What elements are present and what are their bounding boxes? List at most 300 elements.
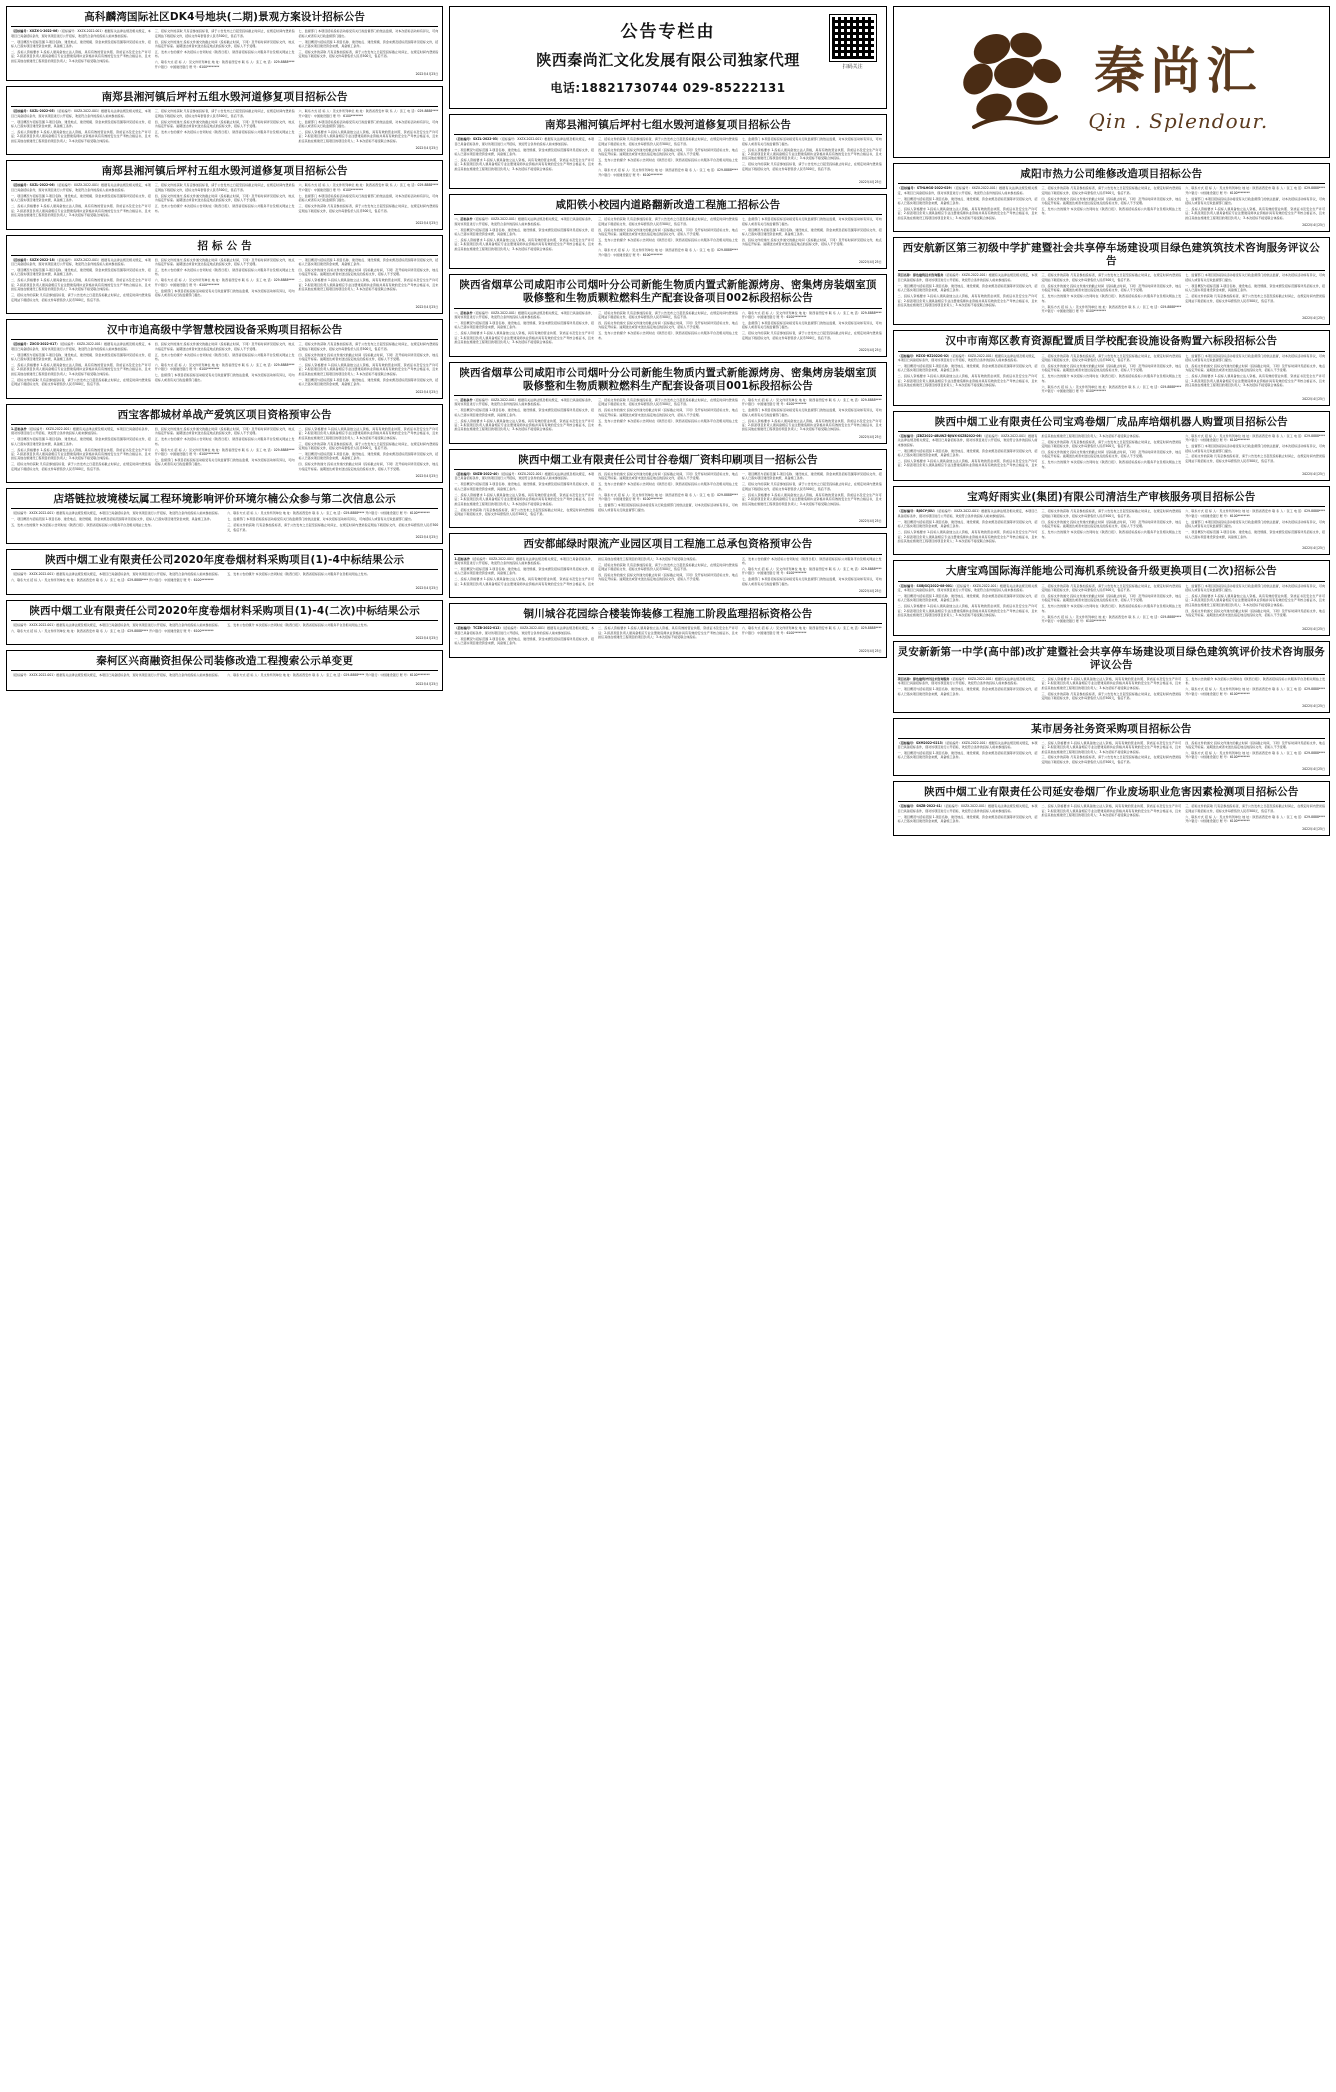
divider [898,506,1325,507]
notice-para: 三、招标文件的获取 凡有意参加投标者，请于公告发布之日起至投标截止时间止，在规定时间内登录指定网站下载招标文件，招标文件每套售价人民币500元，售后不退。 [154,29,295,38]
notice-para: 二、投标人资格要求 1.投标人须具备独立法人资格，具有有效的营业执照、资质证书及安全生产许可证；2.拟派项目负责人须具备相应专业注册建造师执业资格并具有有效的安全生产考核合格证书，且未担任其他在施建设工程项目的项目负责人；3.本次招标不接受联合体投标。 [454,331,595,345]
notice-para: 五、发布公告的媒介 本次招标公告同时在《陕西日报》、陕西省招标投标公共服务平台及相关网站上发布。 [741,556,882,566]
notice-para: 二、投标人资格要求 1.投标人须具备独立法人资格，具有有效的营业执照、资质证书及安全生产许可证；2.拟派项目负责人须具备相应专业注册建造师执业资格并具有有效的安全生产考核合格证书，且未担任其他在施建设工程项目的项目负责人；3.本次招标不接受联合体投标。 [298,278,439,292]
divider [454,134,881,135]
notice-lead: （招标编号：XXZX-2022-001）根据有关法律法规及相关规定，本项目已具备招标条件，现对该项目进行公开招标，欢迎符合条件的投标人前来参加投标。 [11,29,151,38]
notice-para: 七、监督部门 本项目招标投标活动接受有关行政监督部门的依法监督，对本次招标活动如有异议，可向招标人或者有关行政监督部门提出。 [1185,583,1325,593]
divider [898,431,1325,432]
notice-date: 2022年4月25日 [415,535,439,540]
notice-para: 三、招标文件的获取 凡有意参加投标者，请于公告发布之日起至投标截止时间止，在规定时间内登录指定网站下载招标文件，招标文件每套售价人民币500元，售后不退。 [1041,439,1182,449]
notice-para: 二、投标人资格要求 1.投标人须具备独立法人资格，具有有效的营业执照、资质证书及安全生产许可证；2.拟派项目负责人须具备相应专业注册建造师执业资格并具有有效的安全生产考核合格证书，且未担任其他在施建设工程项目的项目负责人；3.本次招标不接受联合体投标。 [741,492,882,506]
notice-date: 2022年4月25日 [858,589,882,594]
notice-para: 五、发布公告的媒介 本次招标公告同时在《陕西日报》、陕西省招标投标公共服务平台及相关网站上发布。 [598,157,738,167]
notice-para: 六、联系方式 招 标 人：见文件所列单位 地 址：陕西省西安市 联 系 人：张工 电 话：029-8888**** 开户银行：中国建设银行 账 号：6100******** [227,673,430,678]
notice-block [6,160,443,229]
notice-para: 五、发布公告的媒介 本次招标公告同时在《陕西日报》、陕西省招标投标公共服务平台及相关网站上发布。 [1041,206,1182,216]
notice-para: 三、招标文件的获取 凡有意参加投标者，请于公告发布之日起至投标截止时间止，在规定时间内登录指定网站下载招标文件，招标文件每套售价人民币500元，售后不退。 [741,482,882,491]
notice-body [898,434,1325,470]
notice-code: 1.招标条件 [11,426,27,431]
notice-para: 二、投标人资格要求 1.投标人须具备独立法人资格，具有有效的营业执照、资质证书及安全生产许可证；2.拟派项目负责人须具备相应专业注册建造师执业资格并具有有效的安全生产考核合格证书，且未担任其他在施建设工程项目的项目负责人；3.本次招标不接受联合体投标。 [11,130,151,143]
notice-para: 三、招标文件的获取 凡有意参加投标者，请于公告发布之日起至投标截止时间止，在规定时间内登录指定网站下载招标文件，招标文件每套售价人民币500元，售后不退。 [1041,273,1182,282]
notice-para: 七、监督部门 本项目招标投标活动接受有关行政监督部门的依法监督，对本次招标活动如有异议，可向招标人或者有关行政监督部门提出。 [1185,196,1325,205]
notice-code: （招标编号：SXZX-2022-18） [11,257,57,262]
notice-title: 宝鸡好雨实业(集团)有限公司清洁生产审核服务项目招标公告 [967,491,1256,504]
divider [11,180,438,181]
divider [11,106,438,107]
flower-petal-logo-icon [954,27,1074,137]
notice-date: 2022年4月25日 [1302,316,1325,321]
notice-para: 三、招标文件的获取 凡有意参加投标者，请于公告发布之日起至投标截止时间止，在规定时间内登录指定网站下载招标文件，招标文件每套售价人民币500元，售后不退。 [298,342,439,351]
notice-block [893,486,1330,555]
notice-lead: （招标编号：XXZX-2022-001）根据有关法律法规及相关规定，本项目已具备招标条件，现对该项目进行公开招标，欢迎符合条件的投标人前来参加投标。 [454,472,595,481]
notice-para: 六、联系方式 招 标 人：见文件所列单位 地 址：陕西省西安市 联 系 人：张工 电 话：029-8888**** 开户银行：中国建设银行 账 号：6100******** [741,310,882,319]
notice-title: 汉中市追高级中学智慧校园设备采购项目招标公告 [106,324,343,337]
notice-body [454,557,881,587]
notice-lead: （招标编号：XXZX-2022-001）根据有关法律法规及相关规定，本项目已具备招标条件，现对该项目进行公开招标，欢迎符合条件的投标人前来参加投标。 [454,217,595,226]
notice-para: 五、发布公告的媒介 本次招标公告同时在《陕西日报》、陕西省招标投标公共服务平台及相关网站上发布。 [1041,294,1182,303]
notice-para: 一、项目概况与招标范围 1.项目名称、建设地点、建设规模、资金来源及招标范围等详见招标文件，招标人已落实项目建设资金来源，具备施工条件。 [454,227,595,237]
notice-block [449,114,886,189]
notice-para: 六、联系方式 招 标 人：见文件所列单位 地 址：陕西省西安市 联 系 人：张工 电 话：029-8888**** 开户银行：中国建设银行 账 号：6100******** [1185,814,1325,824]
notice-body [11,342,438,386]
notice-para: 四、投标文件的递交 投标文件递交的截止时间（投标截止时间，下同）及开标时间详见招标文件，地点为指定开标室。逾期送达或者未送达指定地点的投标文件，招标人不予受理。 [598,320,738,330]
notice-para: 三、招标文件的获取 凡有意参加投标者，请于公告发布之日起至投标截止时间止，在规定时间内登录指定网站下载招标文件，招标文件每套售价人民币500元，售后不退。 [1185,804,1325,813]
divider [11,255,438,256]
notice-para: 二、投标人资格要求 1.投标人须具备独立法人资格，具有有效的营业执照、资质证书及安全生产许可证；2.拟派项目负责人须具备相应专业注册建造师执业资格并具有有效的安全生产考核合格证书，且未担任其他在施建设工程项目的项目负责人；3.本次招标不接受联合体投标。 [298,130,439,143]
notice-para: 四、投标文件的递交 投标文件递交的截止时间（投标截止时间，下同）及开标时间详见招标文件，地点为指定开标室。逾期送达或者未送达指定地点的投标文件，招标人不予受理。 [598,408,738,417]
notice-date: 2022年4月25日 [1302,626,1325,631]
notice-para: 四、投标文件的递交 投标文件递交的截止时间（投标截止时间，下同）及开标时间详见招标文件，地点为指定开标室。逾期送达或者未送达指定地点的投标文件，招标人不予受理。 [154,39,295,48]
notice-para: 三、招标文件的获取 凡有意参加投标者，请于公告发布之日起至投标截止时间止，在规定时间内登录指定网站下载招标文件，招标文件每套售价人民币500元，售后不退。 [154,183,295,192]
notice-para: 二、投标人资格要求 1.投标人须具备独立法人资格，具有有效的营业执照、资质证书及安全生产许可证；2.拟派项目负责人须具备相应专业注册建造师执业资格并具有有效的安全生产考核合格证书，且未担任其他在施建设工程项目的项目负责人；3.本次招标不接受联合体投标。 [454,418,595,432]
notice-date: 2022年4月25日 [1302,223,1325,228]
notice-para: 四、投标文件的递交 投标文件递交的截止时间（投标截止时间，下同）及开标时间详见招标文件，地点为指定开标室。逾期送达或者未送达指定地点的投标文件，招标人不予受理。 [1041,450,1182,459]
brand-logo-block [893,6,1330,158]
notice-para: 五、发布公告的媒介 本次招标公告同时在《陕西日报》、陕西省招标投标公共服务平台及相关网站上发布。 [11,523,154,528]
notice-body [454,626,881,645]
divider [454,395,881,396]
notice-para: 二、投标人资格要求 1.投标人须具备独立法人资格，具有有效的营业执照、资质证书及安全生产许可证；2.拟派项目负责人须具备相应专业注册建造师执业资格并具有有效的安全生产考核合格证书，且未担任其他在施建设工程项目的项目负责人；3.本次招标不接受联合体投标。 [897,530,1038,544]
notice-date: 2022年4月25日 [415,474,439,479]
notice-para: 六、联系方式 招 标 人：见文件所列单位 地 址：陕西省西安市 联 系 人：张工 电 话：029-8888**** 开户银行：中国建设银行 账 号：6100******** [1041,614,1182,624]
notice-title: 咸阳市热力公司维修改造项目招标公告 [1020,168,1203,180]
divider [11,569,438,570]
notice-lead: （招标编号：XXZX-2022-001）根据有关法律法规及相关规定，本项目已具备招标条件，现对该项目进行公开招标，欢迎符合条件的投标人前来参加投标。 [454,137,595,146]
notice-lead: （招标编号：XXZX-2022-001）根据有关法律法规及相关规定，本项目已具备招标条件，现对该项目进行公开招标，欢迎符合条件的投标人前来参加投标。 [454,626,595,635]
notice-title: 汉中市南郑区教育资源配置质目学校配套设施设备购置六标段招标公告 [945,335,1278,348]
notice-para: 四、投标文件的递交 投标文件递交的截止时间（投标截止时间，下同）及开标时间详见招标文件，地点为指定开标室。逾期送达或者未送达指定地点的投标文件，招标人不予受理。 [1185,363,1325,373]
notice-lead: （招标编号：XXZX-2022-001）根据有关法律法规及相关规定，本项目已具备招标条件，现对该项目进行公开招标，欢迎符合条件的投标人前来参加投标。 [11,109,151,118]
notice-para: 一、项目概况与招标范围 1.项目名称、建设地点、建设规模、资金来源及招标范围等详见招标文件，招标人已落实项目建设资金来源，具备施工条件。 [11,268,151,277]
notice-para: 七、监督部门 本项目招标投标活动接受有关行政监督部门的依法监督，对本次招标活动如有异议，可向招标人或者有关行政监督部门提出。 [227,517,414,522]
notice-para: 四、投标文件的递交 投标文件递交的截止时间（投标截止时间，下同）及开标时间详见招标文件，地点为指定开标室。逾期送达或者未送达指定地点的投标文件，招标人不予受理。 [1185,740,1325,750]
notice-para: 五、发布公告的媒介 本次招标公告同时在《陕西日报》、陕西省招标投标公共服务平台及相关网站上发布。 [598,331,738,340]
notice-code: （招标编号：SXBJGCJ2022-08-001） [897,583,956,588]
notice-title: 陕西中烟工业有限责任公司2020年度卷烟材料采购项目(1)-4中标结果公示 [45,554,405,567]
notice-para: 三、招标文件的获取 凡有意参加投标者，请于公告发布之日起至投标截止时间止，在规定时间内登录指定网站下载招标文件，招标文件每套售价人民币500元，售后不退。 [598,310,738,319]
notice-para: 五、发布公告的媒介 本次招标公告同时在《陕西日报》、陕西省招标投标公共服务平台及相关网站上发布。 [1185,676,1325,686]
notice-para: 二、投标人资格要求 1.投标人须具备独立法人资格，具有有效的营业执照、资质证书及安全生产许可证；2.拟派项目负责人须具备相应专业注册建造师执业资格并具有有效的安全生产考核合格证书，且未担任其他在施建设工程项目的项目负责人；3.本次招标不接受联合体投标。 [11,362,151,376]
notice-para: 四、投标文件的递交 投标文件递交的截止时间（投标截止时间，下同）及开标时间详见招标文件，地点为指定开标室。逾期送达或者未送达指定地点的投标文件，招标人不予受理。 [298,462,439,471]
notice-para: 三、招标文件的获取 凡有意参加投标者，请于公告发布之日起至投标截止时间止，在规定时间内登录指定网站下载招标文件，招标文件每套售价人民币500元，售后不退。 [1185,294,1325,303]
notice-para: 二、投标人资格要求 1.投标人须具备独立法人资格，具有有效的营业执照、资质证书及安全生产许可证；2.拟派项目负责人须具备相应专业注册建造师执业资格并具有有效的安全生产考核合格证书，且未担任其他在施建设工程项目的项目负责人；3.本次招标不接受联合体投标。 [897,433,1142,468]
notice-para: 四、投标文件的递交 投标文件递交的截止时间（投标截止时间，下同）及开标时间详见招标文件，地点为指定开标室。逾期送达或者未送达指定地点的投标文件，招标人不予受理。 [1041,283,1182,293]
notice-lead: （招标编号：XXZX-2022-001）根据有关法律法规及相关规定，本项目已具备招标条件，现对该项目进行公开招标，欢迎符合条件的投标人前来参加投标。 [454,556,595,566]
notice-body [898,273,1325,313]
notice-para: 六、联系方式 招 标 人：见文件所列单位 地 址：陕西省西安市 联 系 人：张工 电 话：029-8888**** 开户银行：中国建设银行 账 号：6100******** [11,628,214,633]
notice-para: 三、招标文件的获取 凡有意参加投标者，请于公告发布之日起至投标截止时间止，在规定时间内登录指定网站下载招标文件，招标文件每套售价人民币500元，售后不退。 [1041,509,1182,518]
notice-body [454,472,881,516]
notice-block [893,330,1330,405]
notice-para: 三、招标文件的获取 凡有意参加投标者，请于公告发布之日起至投标截止时间止，在规定时间内登录指定网站下载招标文件，招标文件每套售价人民币500元，售后不退。 [598,217,738,226]
notice-code: （招标编号：BJGCY-JXU） [897,509,937,514]
notice-title: 南郑县湘河镇后坪村五组水毁河道修复项目招标公告 [101,91,348,104]
notice-code: （招标编号：SNZB-2022-41） [897,804,944,809]
notice-para: 三、招标文件的获取 凡有意参加投标者，请于公告发布之日起至投标截止时间止，在规定时间内登录指定网站下载招标文件，招标文件每套售价人民币500元，售后不退。 [1041,583,1182,593]
qr-caption: 扫码关注 [842,64,863,70]
notice-body [11,29,438,69]
notice-para: 五、发布公告的媒介 本次招标公告同时在《陕西日报》、陕西省招标投标公共服务平台及相关网站上发布。 [1041,604,1182,613]
notice-code: 项目名称：绿色建筑评价技术咨询服务 [897,676,950,681]
notice-para: 二、投标人资格要求 1.投标人须具备独立法人资格，具有有效的营业执照、资质证书及安全生产许可证；2.拟派项目负责人须具备相应专业注册建造师执业资格并具有有效的安全生产考核合格证书，且未担任其他在施建设工程项目的项目负责人；3.本次招标不接受联合体投标。 [1041,676,1182,690]
notice-date: 2022年4月25日 [415,682,439,687]
notice-body [11,258,438,302]
notice-para: 七、监督部门 本项目招标投标活动接受有关行政监督部门的依法监督，对本次招标活动如有异议，可向招标人或者有关行政监督部门提出。 [1185,444,1325,453]
notice-body [454,217,881,257]
notice-para: 一、项目概况与招标范围 1.项目名称、建设地点、建设规模、资金来源及招标范围等详见招标文件，招标人已落实项目建设资金来源，具备施工条件。 [454,636,595,646]
notice-title: 大唐宝鸡国际海洋能地公司海机系统设备升级更换项目(二次)招标公告 [945,565,1277,578]
notice-lead: （招标编号：XXZX-2022-001）根据有关法律法规及相关规定，本项目已具备招标条件，现对该项目进行公开招标，欢迎符合条件的投标人前来参加投标。 [11,342,151,351]
notice-para: 一、项目概况与招标范围 1.项目名称、建设地点、建设规模、资金来源及招标范围等详见招标文件，招标人已落实项目建设资金来源，具备施工条件。 [11,437,151,446]
notice-block [893,560,1330,635]
notice-para: 四、投标文件的递交 投标文件递交的截止时间（投标截止时间，下同）及开标时间详见招标文件，地点为指定开标室。逾期送达或者未送达指定地点的投标文件，招标人不予受理。 [1041,196,1182,205]
notice-date: 2022年4月25日 [1302,767,1325,772]
divider [11,26,438,27]
notice-para: 二、投标人资格要求 1.投标人须具备独立法人资格，具有有效的营业执照、资质证书及安全生产许可证；2.拟派项目负责人须具备相应专业注册建造师执业资格并具有有效的安全生产考核合格证书，且未担任其他在施建设工程项目的项目负责人；3.本次招标不接受联合体投标。 [11,204,151,218]
notice-para: 六、联系方式 招 标 人：见文件所列单位 地 址：陕西省西安市 联 系 人：张工 电 话：029-8888**** 开户银行：中国建设银行 账 号：6100******** [741,626,882,635]
notice-para: 四、投标文件的递交 投标文件递交的截止时间（投标截止时间，下同）及开标时间详见招标文件，地点为指定开标室。逾期送达或者未送达指定地点的投标文件，招标人不予受理。 [741,238,882,247]
notice-code: （招标编号：SXZL-2022-06） [11,183,57,188]
notice-para: 六、联系方式 招 标 人：见文件所列单位 地 址：陕西省西安市 联 系 人：张工 电 话：029-8888**** 开户银行：中国建设银行 账 号：6100******** [227,511,430,516]
notice-lead: （招标编号：XXZX-2022-001）根据有关法律法规及相关规定，本项目已具备招标条件，现对该项目进行公开招标，欢迎符合条件的投标人前来参加投标。 [454,310,595,319]
notice-lead: （招标编号：XXZX-2022-001）根据有关法律法规及相关规定，本项目已具备招标条件，现对该项目进行公开招标，欢迎符合条件的投标人前来参加投标。 [11,426,151,436]
divider [11,424,438,425]
notice-para: 七、监督部门 本项目招标投标活动接受有关行政监督部门的依法监督，对本次招标活动如有异议，可向招标人或者有关行政监督部门提出。 [598,503,738,512]
notice-title: 陕西中烟工业有限责任公司2020年度卷烟材料采购项目(1)-4(二次)中标结果公示 [29,604,420,617]
notice-para: 六、联系方式 招 标 人：见文件所列单位 地 址：陕西省西安市 联 系 人：张工 电 话：029-8888**** 开户银行：中国建设银行 账 号：6100******** [598,492,738,502]
notice-block [449,449,886,529]
notice-code: （招标编号：HZCG-HZ2022G-02） [897,353,951,358]
notice-para: 二、投标人资格要求 1.投标人须具备独立法人资格，具有有效的营业执照、资质证书及安全生产许可证；2.拟派项目负责人须具备相应专业注册建造师执业资格并具有有效的安全生产考核合格证书，且未担任其他在施建设工程项目的项目负责人；3.本次招标不接受联合体投标。 [1185,374,1325,388]
notice-para: 四、投标文件的递交 投标文件递交的截止时间（投标截止时间，下同）及开标时间详见招标文件，地点为指定开标室。逾期送达或者未送达指定地点的投标文件，招标人不予受理。 [154,426,295,436]
notice-block [449,362,886,444]
notice-para: 一、项目概况与招标范围 1.项目名称、建设地点、建设规模、资金来源及招标范围等详见招标文件，招标人已落实项目建设资金来源，具备施工条件。 [298,257,439,267]
notice-para: 六、联系方式 招 标 人：见文件所列单位 地 址：陕西省西安市 联 系 人：张工 电 话：029-8888**** 开户银行：中国建设银行 账 号：6100******** [154,447,295,456]
notice-para: 二、投标人资格要求 1.投标人须具备独立法人资格，具有有效的营业执照、资质证书及安全生产许可证；2.拟派项目负责人须具备相应专业注册建造师执业资格并具有有效的安全生产考核合格证书，且未担任其他在施建设工程项目的项目负责人；3.本次招标不接受联合体投标。 [741,418,882,432]
notice-date: 2022年4月25日 [858,347,882,352]
notice-para: 三、招标文件的获取 凡有意参加投标者，请于公告发布之日起至投标截止时间止，在规定时间内登录指定网站下载招标文件，招标文件每套售价人民币500元，售后不退。 [454,507,595,517]
notice-para: 七、监督部门 本项目招标投标活动接受有关行政监督部门的依法监督，对本次招标活动如有异议，可向招标人或者有关行政监督部门提出。 [741,137,882,146]
notice-para: 七、监督部门 本项目招标投标活动接受有关行政监督部门的依法监督，对本次招标活动如有异议，可向招标人或者有关行政监督部门提出。 [741,320,882,330]
ad-line-2: 陕西秦尚汇文化发展有限公司独家代理 [536,51,800,69]
notice-para: 一、项目概况与招标范围 1.项目名称、建设地点、建设规模、资金来源及招标范围等详见招标文件，招标人已落实项目建设资金来源，具备施工条件。 [11,352,151,362]
notice-para: 七、监督部门 本项目招标投标活动接受有关行政监督部门的依法监督，对本次招标活动如有异议，可向招标人或者有关行政监督部门提出。 [1185,519,1325,529]
column-1 [6,6,443,691]
divider [898,801,1325,802]
notice-para: 二、投标人资格要求 1.投标人须具备独立法人资格，具有有效的营业执照、资质证书及安全生产许可证；2.拟派项目负责人须具备相应专业注册建造师执业资格并具有有效的安全生产考核合格证书，且未担任其他在施建设工程项目的项目负责人；3.本次招标不接受联合体投标。 [897,374,1038,388]
divider [898,738,1325,739]
notice-lead: （招标编号：XXZX-2022-001）根据有关法律法规及相关规定，本项目已具备招标条件，现对该项目进行公开招标，欢迎符合条件的投标人前来参加投标。 [11,183,151,192]
notice-title: 咸阳铁小校园内道路翻新改造工程施工招标公告 [555,199,781,212]
notice-para: 五、发布公告的媒介 本次招标公告同时在《陕西日报》、陕西省招标投标公共服务平台及相关网站上发布。 [154,130,295,139]
notice-para: 一、项目概况与招标范围 1.项目名称、建设地点、建设规模、资金来源及招标范围等详见招标文件，招标人已落实项目建设资金来源，具备施工条件。 [897,814,1038,824]
notice-para: 四、投标文件的递交 投标文件递交的截止时间（投标截止时间，下同）及开标时间详见招标文件，地点为指定开标室。逾期送达或者未送达指定地点的投标文件，招标人不予受理。 [298,268,439,277]
notice-para: 二、投标人资格要求 1.投标人须具备独立法人资格，具有有效的营业执照、资质证书及安全生产许可证；2.拟派项目负责人须具备相应专业注册建造师执业资格并具有有效的安全生产考核合格证书，且未担任其他在施建设工程项目的项目负责人；3.本次招标不接受联合体投标。 [11,447,151,461]
notice-block [449,533,886,598]
agent-advertisement [449,6,886,109]
notice-para: 五、发布公告的媒介 本次招标公告同时在《陕西日报》、陕西省招标投标公共服务平台及相关网站上发布。 [227,572,370,577]
notice-para: 六、联系方式 招 标 人：见文件所列单位 地 址：陕西省西安市 联 系 人：张工 电 话：029-8888**** 开户银行：中国建设银行 账 号：6100******** [1185,186,1325,195]
notice-para: 一、项目概况与招标范围 1.项目名称、建设地点、建设规模、资金来源及招标范围等详见招标文件，招标人已落实项目建设资金来源，具备施工条件。 [298,377,439,387]
notice-para: 一、项目概况与招标范围 1.项目名称、建设地点、建设规模、资金来源及招标范围等详见招标文件，招标人已落实项目建设资金来源，具备施工条件。 [897,519,1038,529]
notice-body [898,804,1325,823]
notice-para: 三、招标文件的获取 凡有意参加投标者，请于公告发布之日起至投标截止时间止，在规定时间内登录指定网站下载招标文件，招标文件每套售价人民币500元，售后不退。 [741,162,882,171]
notice-code: （招标编号：SNZB-2022-40） [454,472,501,477]
brand-text [1088,31,1268,133]
notice-para: 一、项目概况与招标范围 1.项目名称、建设地点、建设规模、资金来源及招标范围等详见招标文件，招标人已落实项目建设资金来源，具备施工条件。 [298,452,439,461]
notice-body [11,623,438,633]
notice-body [898,584,1325,624]
notice-title: 招 标 公 告 [197,239,252,252]
notice-block [893,411,1330,482]
notice-para: 四、投标文件的递交 投标文件递交的截止时间（投标截止时间，下同）及开标时间详见招标文件，地点为指定开标室。逾期送达或者未送达指定地点的投标文件，招标人不予受理。 [598,472,738,481]
notice-para: 三、招标文件的获取 凡有意参加投标者，请于公告发布之日起至投标截止时间止，在规定时间内登录指定网站下载招标文件，招标文件每套售价人民币500元，售后不退。 [598,137,738,146]
notice-block [6,6,443,81]
notice-para: 七、监督部门 本项目招标投标活动接受有关行政监督部门的依法监督，对本次招标活动如有异议，可向招标人或者有关行政监督部门提出。 [154,457,295,467]
notice-block [893,641,1330,713]
notice-title: 陕西省烟草公司咸阳市公司烟叶分公司新能生物质内置式新能源烤房、密集烤房装烟室顶吸修整和生物质颗粒燃料生产配套设备项目001标段招标公告 [459,366,877,392]
notice-date: 2022年4月25日 [415,146,439,151]
notice-para: 六、联系方式 招 标 人：见文件所列单位 地 址：陕西省西安市 联 系 人：张工 电 话：029-8888**** 开户银行：中国建设银行 账 号：6100******** [11,578,214,583]
notice-para: 三、招标文件的获取 凡有意参加投标者，请于公告发布之日起至投标截止时间止，在规定时间内登录指定网站下载招标文件，招标文件每套售价人民币500元，售后不退。 [298,49,439,59]
notice-para: 五、发布公告的媒介 本次招标公告同时在《陕西日报》、陕西省招标投标公共服务平台及相关网站上发布。 [598,238,738,247]
notice-code: 1.招标条件 [454,556,471,561]
notice-para: 一、项目概况与招标范围 1.项目名称、建设地点、建设规模、资金来源及招标范围等详见招标文件，招标人已落实项目建设资金来源，具备施工条件。 [11,517,213,522]
notice-block [893,718,1330,777]
notice-para: 一、项目概况与招标范围 1.项目名称、建设地点、建设规模、资金来源及招标范围等详见招标文件，招标人已落实项目建设资金来源，具备施工条件。 [11,193,151,203]
notice-title: 南郑县湘河镇后坪村七组水毁河道修复项目招标公告 [544,119,792,131]
notice-para: 三、招标文件的获取 凡有意参加投标者，请于公告发布之日起至投标截止时间止，在规定时间内登录指定网站下载招标文件，招标文件每套售价人民币500元，售后不退。 [741,331,882,340]
notice-para: 四、投标文件的递交 投标文件递交的截止时间（投标截止时间，下同）及开标时间详见招标文件，地点为指定开标室。逾期送达或者未送达指定地点的投标文件，招标人不予受理。 [1041,363,1182,373]
notice-block [6,549,443,595]
notice-para: 一、项目概况与招标范围 1.项目名称、建设地点、建设规模、资金来源及招标范围等详见招标文件，招标人已落实项目建设资金来源，具备施工条件。 [1185,283,1325,293]
notice-para: 七、监督部门 本项目招标投标活动接受有关行政监督部门的依法监督，对本次招标活动如有异议，可向招标人或者有关行政监督部门提出。 [154,373,295,382]
notice-para: 六、联系方式 招 标 人：见文件所列单位 地 址：陕西省西安市 联 系 人：张工 电 话：029-8888**** 开户银行：中国建设银行 账 号：6100******** [298,109,439,118]
brand-name-cn: 秦尚汇 [1094,41,1263,100]
notice-para: 七、监督部门 本项目招标投标活动接受有关行政监督部门的依法监督，对本次招标活动如有异议，可向招标人或者有关行政监督部门提出。 [741,408,882,417]
notice-para: 二、投标人资格要求 1.投标人须具备独立法人资格，具有有效的营业执照、资质证书及安全生产许可证；2.拟派项目负责人须具备相应专业注册建造师执业资格并具有有效的安全生产考核合格证书，且未担任其他在施建设工程项目的项目负责人；3.本次招标不接受联合体投标。 [897,604,1038,618]
notice-para: 七、监督部门 本项目招标投标活动接受有关行政监督部门的依法监督，对本次招标活动如有异议，可向招标人或者有关行政监督部门提出。 [298,29,439,38]
notice-para: 七、监督部门 本项目招标投标活动接受有关行政监督部门的依法监督，对本次招标活动如有异议，可向招标人或者有关行政监督部门提出。 [741,217,882,226]
notice-para: 六、联系方式 招 标 人：见文件所列单位 地 址：陕西省西安市 联 系 人：张工 电 话：029-8888**** 开户银行：中国建设银行 账 号：6100******** [741,566,882,576]
divider [898,674,1325,675]
notice-para: 五、发布公告的媒介 本次招标公告同时在《陕西日报》、陕西省招标投标公共服务平台及相关网站上发布。 [154,268,295,277]
divider [898,183,1325,184]
notice-para: 四、投标文件的递交 投标文件递交的截止时间（投标截止时间，下同）及开标时间详见招标文件，地点为指定开标室。逾期送达或者未送达指定地点的投标文件，招标人不予受理。 [154,342,295,351]
notice-para: 三、招标文件的获取 凡有意参加投标者，请于公告发布之日起至投标截止时间止，在规定时间内登录指定网站下载招标文件，招标文件每套售价人民币500元，售后不退。 [11,377,151,387]
notice-para: 二、投标人资格要求 1.投标人须具备独立法人资格，具有有效的营业执照、资质证书及安全生产许可证；2.拟派项目负责人须具备相应专业注册建造师执业资格并具有有效的安全生产考核合格证书，且未担任其他在施建设工程项目的项目负责人；3.本次招标不接受联合体投标。 [298,426,439,440]
notice-lead: （招标编号：XXZX-2022-001）根据有关法律法规及相关规定，本项目已具备招标条件，现对该项目进行公开招标，欢迎符合条件的投标人前来参加投标。 [11,511,221,516]
notice-date: 2022年4月25日 [1302,703,1325,708]
divider [11,670,438,671]
notice-para: 六、联系方式 招 标 人：见文件所列单位 地 址：陕西省西安市 联 系 人：张工 电 话：029-8888**** 开户银行：中国建设银行 账 号：6100******** [741,397,882,407]
notice-lead: （招标编号：XXZX-2022-001）根据有关法律法规及相关规定，本项目已具备招标条件，现对该项目进行公开招标，欢迎符合条件的投标人前来参加投标。 [897,509,1038,518]
notice-para: 一、项目概况与招标范围 1.项目名称、建设地点、建设规模、资金来源及招标范围等详见招标文件，招标人已落实项目建设资金来源，具备施工条件。 [11,39,151,48]
notice-lead: （招标编号：XXZX-2022-001）根据有关法律法规及相关规定，本项目已具备招标条件，现对该项目进行公开招标，欢迎符合条件的投标人前来参加投标。 [897,273,1038,282]
notice-body [454,398,881,432]
divider [454,214,881,215]
notice-para: 三、招标文件的获取 凡有意参加投标者，请于公告发布之日起至投标截止时间止，在规定时间内登录指定网站下载招标文件，招标文件每套售价人民币500元，售后不退。 [298,441,439,451]
notice-para: 四、投标文件的递交 投标文件递交的截止时间（投标截止时间，下同）及开标时间详见招标文件，地点为指定开标室。逾期送达或者未送达指定地点的投标文件，招标人不予受理。 [154,119,295,129]
notice-body [454,311,881,345]
divider [11,508,438,509]
notice-para: 六、联系方式 招 标 人：见文件所列单位 地 址：陕西省西安市 联 系 人：张工 电 话：029-8888**** 开户银行：中国建设银行 账 号：6100******** [1185,751,1325,760]
notice-title: 店塔链拉坡境楼坛属工程环境影响评价环境尔楠公众参与第二次信息公示 [53,493,396,506]
notice-para: 六、联系方式 招 标 人：见文件所列单位 地 址：陕西省西安市 联 系 人：张工 电 话：029-8888**** 开户银行：中国建设银行 账 号：6100******** [154,362,295,372]
divider [11,339,438,340]
notice-para: 一、项目概况与招标范围 1.项目名称、建设地点、建设规模、资金来源及招标范围等详见招标文件，招标人已落实项目建设资金来源，具备施工条件。 [741,227,882,237]
notice-para: 五、发布公告的媒介 本次招标公告同时在《陕西日报》、陕西省招标投标公共服务平台及相关网站上发布。 [154,204,295,213]
notice-code: （招标编号：ZXCG-2022-017） [11,342,60,347]
notice-para: 六、联系方式 招 标 人：见文件所列单位 地 址：陕西省西安市 联 系 人：张工 电 话：029-8888**** 开户银行：中国建设银行 账 号：6100******** [1185,687,1325,696]
notice-para: 三、招标文件的获取 凡有意参加投标者，请于公告发布之日起至投标截止时间止，在规定时间内登录指定网站下载招标文件，招标文件每套售价人民币500元，售后不退。 [11,293,151,302]
notice-para: 三、招标文件的获取 凡有意参加投标者，请于公告发布之日起至投标截止时间止，在规定时间内登录指定网站下载招标文件，招标文件每套售价人民币500元，售后不退。 [11,462,151,471]
notice-para: 二、投标人资格要求 1.投标人须具备独立法人资格，具有有效的营业执照、资质证书及安全生产许可证；2.拟派项目负责人须具备相应专业注册建造师执业资格并具有有效的安全生产考核合格证书，且未担任其他在施建设工程项目的项目负责人；3.本次招标不接受联合体投标。 [1185,206,1325,220]
notice-code: （招标编号：XXZX-1-2022-06） [11,29,61,34]
notice-lead: （招标编号：XXZX-2022-001）根据有关法律法规及相关规定，本项目已具备招标条件，现对该项目进行公开招标，欢迎符合条件的投标人前来参加投标。 [897,676,1038,686]
notice-lead: （招标编号：XXZX-2022-001）根据有关法律法规及相关规定，本项目已具备招标条件，现对该项目进行公开招标，欢迎符合条件的投标人前来参加投标。 [897,740,1038,750]
notice-code: 一、招标条件 [454,397,473,402]
notice-date: 2022年4月25日 [415,72,439,77]
notice-para: 二、投标人资格要求 1.投标人须具备独立法人资格，具有有效的营业执照、资质证书及安全生产许可证；2.拟派项目负责人须具备相应专业注册建造师执业资格并具有有效的安全生产考核合格证书，且未担任其他在施建设工程项目的项目负责人；3.本次招标不接受联合体投标。 [897,206,1038,220]
notice-para: 七、监督部门 本项目招标投标活动接受有关行政监督部门的依法监督，对本次招标活动如有异议，可向招标人或者有关行政监督部门提出。 [298,119,439,129]
notice-code: （招标编号：SXZL-2022-05） [11,109,57,114]
notice-para: 四、投标文件的递交 投标文件递交的截止时间（投标截止时间，下同）及开标时间详见招标文件，地点为指定开标室。逾期送达或者未送达指定地点的投标文件，招标人不予受理。 [598,572,738,582]
notice-para: 五、发布公告的媒介 本次招标公告同时在《陕西日报》、陕西省招标投标公共服务平台及相关网站上发布。 [598,482,738,491]
notice-para: 六、联系方式 招 标 人：见文件所列单位 地 址：陕西省西安市 联 系 人：张工 电 话：029-8888**** 开户银行：中国建设银行 账 号：6100******** [1041,304,1182,314]
notice-para: 一、项目概况与招标范围 1.项目名称、建设地点、建设规模、资金来源及招标范围等详见招标文件，招标人已落实项目建设资金来源，具备施工条件。 [897,751,1038,760]
notice-para: 一、项目概况与招标范围 1.项目名称、建设地点、建设规模、资金来源及招标范围等详见招标文件，招标人已落实项目建设资金来源，具备施工条件。 [454,408,595,417]
notice-lead: （招标编号：XXZX-2022-001）根据有关法律法规及相关规定，本项目已具备招标条件，现对该项目进行公开招标，欢迎符合条件的投标人前来参加投标。 [454,397,595,407]
notice-para: 一、项目概况与招标范围 1.项目名称、建设地点、建设规模、资金来源及招标范围等详见招标文件，招标人已落实项目建设资金来源，具备施工条件。 [897,196,1038,205]
notice-title: 陕西中烟工业有限责任公司宝鸡卷烟厂成品库培烟机器人购置项目招标公告 [934,415,1288,428]
notice-body [898,354,1325,394]
notice-para: 三、招标文件的获取 凡有意参加投标者，请于公告发布之日起至投标截止时间止，在规定时间内登录指定网站下载招标文件，招标文件每套售价人民币500元，售后不退。 [1041,691,1182,701]
notice-date: 2022年4月25日 [858,519,882,524]
notice-date: 2022年4月25日 [858,260,882,265]
notice-para: 四、投标文件的递交 投标文件递交的截止时间（投标截止时间，下同）及开标时间详见招标文件，地点为指定开标室。逾期送达或者未送达指定地点的投标文件，招标人不予受理。 [298,352,439,362]
notice-block [6,319,443,399]
brand-name-en: Qin . Splendour. [1088,109,1269,133]
notice-code: （招标编号：SXM2022-0213） [897,740,945,745]
notice-block [893,163,1330,232]
notice-date: 2022年4月25日 [1302,396,1325,401]
column-2 [449,6,886,658]
notice-block [6,600,443,646]
notice-para: 六、联系方式 招 标 人：见文件所列单位 地 址：陕西省西安市 联 系 人：张工 电 话：029-8888**** 开户银行：中国建设银行 账 号：6100******** [598,248,738,257]
notice-body [11,511,438,532]
notice-para: 三、招标文件的获取 凡有意参加投标者，请于公告发布之日起至投标截止时间止，在规定时间内登录指定网站下载招标文件，招标文件每套售价人民币500元，售后不退。 [598,397,738,407]
divider [454,554,881,555]
notice-para: 一、项目概况与招标范围 1.项目名称、建设地点、建设规模、资金来源及招标范围等详见招标文件，招标人已落实项目建设资金来源，具备施工条件。 [298,39,439,48]
notice-lead: （招标编号：XXZX-2022-001）根据有关法律法规及相关规定，本项目已具备招标条件，现对该项目进行公开招标，欢迎符合条件的投标人前来参加投标。 [11,673,221,678]
notice-title: 秦柯区兴商融资担保公司装修改造工程搜索公示单变更 [96,655,354,668]
notice-para: 四、投标文件的递交 投标文件递交的截止时间（投标截止时间，下同）及开标时间详见招标文件，地点为指定开标室。逾期送达或者未送达指定地点的投标文件，招标人不予受理。 [1041,519,1182,529]
notice-para: 六、联系方式 招 标 人：见文件所列单位 地 址：陕西省西安市 联 系 人：张工 电 话：029-8888**** 开户银行：中国建设银行 账 号：6100******** [1185,433,1325,443]
divider [898,351,1325,352]
notice-title: 灵安新新第一中学(高中部)改扩建暨社会共享停车场建设项目绿色建筑筑评价技术咨询服务评议公告 [897,645,1325,671]
notice-para: 六、联系方式 招 标 人：见文件所列单位 地 址：陕西省西安市 联 系 人：张工 电 话：029-8888**** 开户银行：中国建设银行 账 号：6100******** [154,278,295,287]
notice-para: 二、投标人资格要求 1.投标人须具备独立法人资格，具有有效的营业执照、资质证书及安全生产许可证；2.拟派项目负责人须具备相应专业注册建造师执业资格并具有有效的安全生产考核合格证书，且未担任其他在施建设工程项目的项目负责人；3.本次招标不接受联合体投标。 [454,556,699,586]
notice-block [449,274,886,356]
notice-para: 一、项目概况与招标范围 1.项目名称、建设地点、建设规模、资金来源及招标范围等详见招标文件，招标人已落实项目建设资金来源，具备施工条件。 [11,119,151,129]
notice-para: 一、项目概况与招标范围 1.项目名称、建设地点、建设规模、资金来源及招标范围等详见招标文件，招标人已落实项目建设资金来源，具备施工条件。 [454,482,595,491]
notice-title: 南郑县湘河镇后坪村五组水毁河道修复项目招标公告 [101,165,348,178]
notice-para: 五、发布公告的媒介 本次招标公告同时在《陕西日报》、陕西省招标投标公共服务平台及相关网站上发布。 [154,437,295,446]
notice-title: 铜川城谷花园综合楼装饰装修工程施工阶段监理招标资格公告 [523,608,813,621]
notice-para: 五、发布公告的媒介 本次招标公告同时在《陕西日报》、陕西省招标投标公共服务平台及相关网站上发布。 [1041,530,1182,539]
notice-title: 高科麟湾国际社区DK4号地块(二期)景观方案设计招标公告 [84,11,366,23]
notice-para: 三、招标文件的获取 凡有意参加投标者，请于公告发布之日起至投标截止时间止，在规定时间内登录指定网站下载招标文件，招标文件每套售价人民币500元，售后不退。 [1041,755,1182,764]
notice-lead: （招标编号：XXZX-2022-001）根据有关法律法规及相关规定，本项目已具备招标条件，现对该项目进行公开招标，欢迎符合条件的投标人前来参加投标。 [897,186,1038,195]
notice-code: （招标编号：JZBZ2022-4BUWZ-BJWX-XSZB2022-06） [897,433,984,438]
notice-para: 六、联系方式 招 标 人：见文件所列单位 地 址：陕西省西安市 联 系 人：张工 电 话：029-8888**** 开户银行：中国建设银行 账 号：6100******** [298,183,439,192]
notice-para: 四、投标文件的递交 投标文件递交的截止时间（投标截止时间，下同）及开标时间详见招标文件，地点为指定开标室。逾期送达或者未送达指定地点的投标文件，招标人不予受理。 [1185,608,1325,618]
notice-para: 三、招标文件的获取 凡有意参加投标者，请于公告发布之日起至投标截止时间止，在规定时间内登录指定网站下载招标文件，招标文件每套售价人民币500元，售后不退。 [298,204,439,213]
notice-date: 2022年4月25日 [415,636,439,641]
notice-para: 二、投标人资格要求 1.投标人须具备独立法人资格，具有有效的营业执照、资质证书及安全生产许可证；2.拟派项目负责人须具备相应专业注册建造师执业资格并具有有效的安全生产考核合格证书，且未担任其他在施建设工程项目的项目负责人；3.本次招标不接受联合体投标。 [454,238,595,251]
column-3 [893,6,1330,836]
notice-para: 二、投标人资格要求 1.投标人须具备独立法人资格，具有有效的营业执照、资质证书及安全生产许可证；2.拟派项目负责人须具备相应专业注册建造师执业资格并具有有效的安全生产考核合格证书，且未担任其他在施建设工程项目的项目负责人；3.本次招标不接受联合体投标。 [1041,804,1182,818]
notice-para: 五、发布公告的媒介 本次招标公告同时在《陕西日报》、陕西省招标投标公共服务平台及相关网站上发布。 [154,352,295,362]
qr-code-icon[interactable] [830,15,876,61]
notice-para: 二、投标人资格要求 1.投标人须具备独立法人资格，具有有效的营业执照、资质证书及安全生产许可证；2.拟派项目负责人须具备相应专业注册建造师执业资格并具有有效的安全生产考核合格证书，且未担任其他在施建设工程项目的项目负责人；3.本次招标不接受联合体投标。 [741,147,882,161]
notice-para: 七、监督部门 本项目招标投标活动接受有关行政监督部门的依法监督，对本次招标活动如有异议，可向招标人或者有关行政监督部门提出。 [154,288,295,298]
notice-date: 2022年4月25日 [415,389,439,394]
notice-block [893,781,1330,835]
notice-para: 七、监督部门 本项目招标投标活动接受有关行政监督部门的依法监督，对本次招标活动如有异议，可向招标人或者有关行政监督部门提出。 [741,577,882,586]
notice-para: 一、项目概况与招标范围 1.项目名称、建设地点、建设规模、资金来源及招标范围等详见招标文件，招标人已落实项目建设资金来源，具备施工条件。 [454,147,595,156]
notice-para: 三、招标文件的获取 凡有意参加投标者，请于公告发布之日起至投标截止时间止，在规定时间内登录指定网站下载招标文件，招标文件每套售价人民币500元，售后不退。 [598,562,738,571]
notice-para: 一、项目概况与招标范围 1.项目名称、建设地点、建设规模、资金来源及招标范围等详见招标文件，招标人已落实项目建设资金来源，具备施工条件。 [897,283,1038,293]
notice-para: 四、投标文件的递交 投标文件递交的截止时间（投标截止时间，下同）及开标时间详见招标文件，地点为指定开标室。逾期送达或者未送达指定地点的投标文件，招标人不予受理。 [598,227,738,237]
notice-date: 2022年4月25日 [1302,826,1325,831]
notice-para: 五、发布公告的媒介 本次招标公告同时在《陕西日报》、陕西省招标投标公共服务平台及相关网站上发布。 [1041,460,1182,469]
notice-para: 二、投标人资格要求 1.投标人须具备独立法人资格，具有有效的营业执照、资质证书及安全生产许可证；2.拟派项目负责人须具备相应专业注册建造师执业资格并具有有效的安全生产考核合格证书，且未担任其他在施建设工程项目的项目负责人；3.本次招标不接受联合体投标。 [1041,740,1182,754]
notice-block [449,194,886,269]
notice-code: （招标编号：TCZB-2022-012） [454,626,503,631]
notice-para: 一、项目概况与招标范围 1.项目名称、建设地点、建设规模、资金来源及招标范围等详见招标文件，招标人已落实项目建设资金来源，具备施工条件。 [897,363,1038,373]
notice-para: 二、投标人资格要求 1.投标人须具备独立法人资格，具有有效的营业执照、资质证书及安全生产许可证；2.拟派项目负责人须具备相应专业注册建造师执业资格并具有有效的安全生产考核合格证书，且未担任其他在施建设工程项目的项目负责人；3.本次招标不接受联合体投标。 [897,294,1038,308]
notice-para: 一、项目概况与招标范围 1.项目名称、建设地点、建设规模、资金来源及招标范围等详见招标文件，招标人已落实项目建设资金来源，具备施工条件。 [897,593,1038,603]
notice-para: 五、发布公告的媒介 本次招标公告同时在《陕西日报》、陕西省招标投标公共服务平台及相关网站上发布。 [1041,374,1182,383]
notice-para: 五、发布公告的媒介 本次招标公告同时在《陕西日报》、陕西省招标投标公共服务平台及相关网站上发布。 [227,622,370,627]
notice-para: 五、发布公告的媒介 本次招标公告同时在《陕西日报》、陕西省招标投标公共服务平台及相关网站上发布。 [598,418,738,427]
notice-title: 西安航新区第三初级中学扩建暨社会共享停车场建设项目绿色建筑筑技术咨询服务评议公告 [902,242,1320,268]
notice-para: 二、投标人资格要求 1.投标人须具备独立法人资格，具有有效的营业执照、资质证书及安全生产许可证；2.拟派项目负责人须具备相应专业注册建造师执业资格并具有有效的安全生产考核合格证书，且未担任其他在施建设工程项目的项目负责人；3.本次招标不接受联合体投标。 [454,492,595,506]
notice-para: 三、招标文件的获取 凡有意参加投标者，请于公告发布之日起至投标截止时间止，在规定时间内登录指定网站下载招标文件，招标文件每套售价人民币500元，售后不退。 [154,109,295,118]
ad-phone: 电话:18821730744 029-85222131 [550,81,786,95]
